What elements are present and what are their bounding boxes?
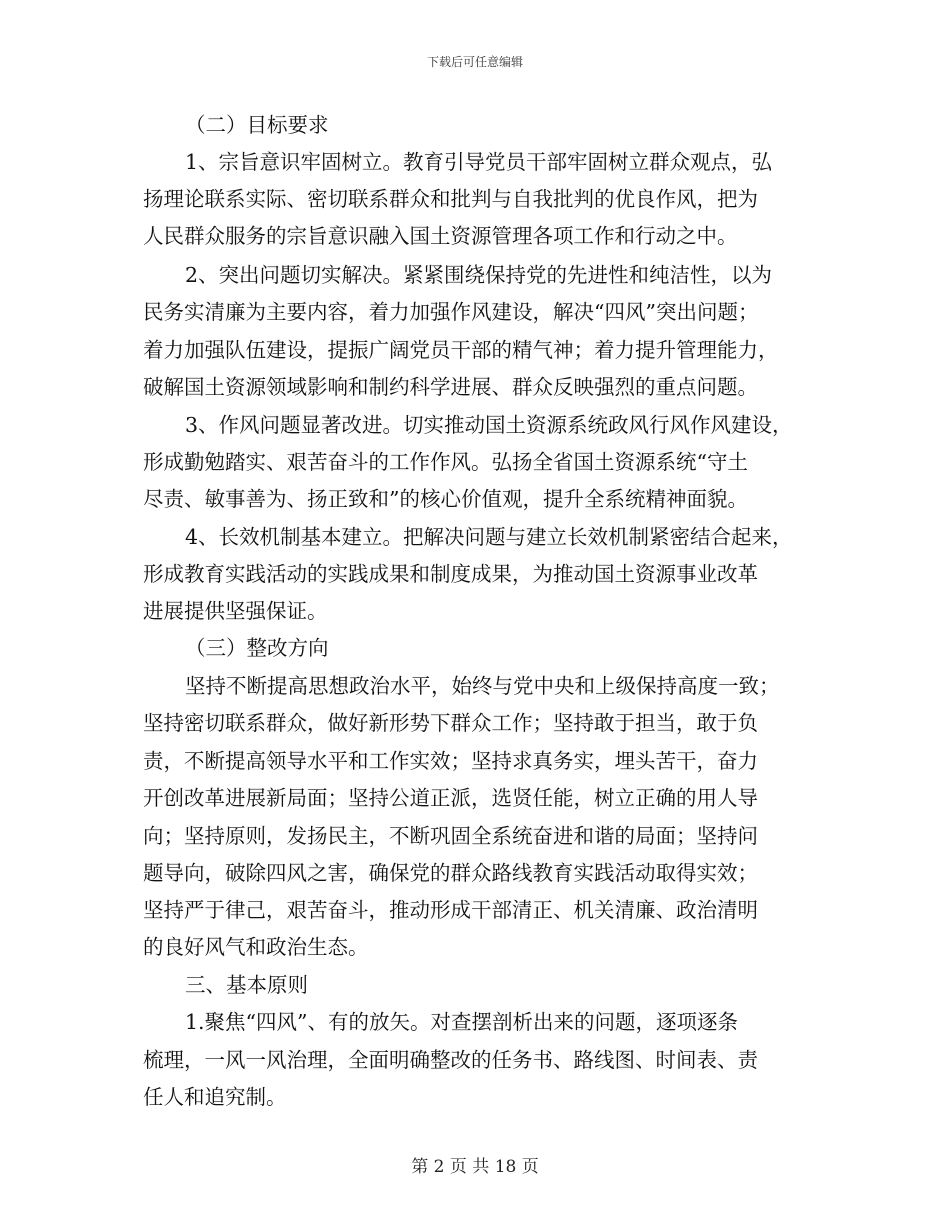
paragraph-line: 向；坚持原则，发扬民主，不断巩固全系统奋进和谐的局面；坚持问 (143, 824, 758, 848)
paragraph-line: 进展提供坚强保证。 (143, 599, 328, 623)
page-header: 下载后可任意编辑 (426, 55, 523, 69)
paragraph-line: 民务实清廉为主要内容，着力加强作风建设，解决“四风”突出问题； (143, 300, 759, 324)
paragraph-line: 3、作风问题显著改进。切实推动国土资源系统政风行风作风建设， (185, 413, 793, 437)
paragraph-line: 4、长效机制基本建立。把解决问题与建立长效机制紧密结合起来， (185, 525, 793, 549)
paragraph-line: 尽责、敏事善为、扬正致和”的核心价值观，提升全系统精神面貌。 (143, 487, 748, 511)
paragraph-line: 1、宗旨意识牢固树立。教育引导党员干部牢固树立群众观点，弘 (185, 150, 773, 174)
paragraph-line: 的良好风气和政治生态。 (143, 935, 369, 959)
paragraph-line: 坚持密切联系群众，做好新形势下群众工作；坚持敢于担当，敢于负 (143, 711, 758, 735)
paragraph-line: 2、突出问题切实解决。紧紧围绕保持党的先进性和纯洁性，以为 (185, 263, 773, 287)
section-heading: 三、基本原则 (185, 973, 308, 997)
page-footer: 第 2 页 共 18 页 (411, 1157, 539, 1177)
paragraph-line: 形成勤勉踏实、艰苦奋斗的工作作风。弘扬全省国土资源系统“守土 (143, 450, 748, 474)
paragraph-line: 扬理论联系实际、密切联系群众和批判与自我批判的优良作风，把为 (143, 187, 758, 211)
paragraph-line: 坚持严于律己，艰苦奋斗，推动形成干部清正、机关清廉、政治清明 (143, 898, 758, 922)
paragraph-line: 1.聚焦“四风”、有的放矢。对查摆剖析出来的问题，逐项逐条 (185, 1010, 739, 1034)
paragraph-line: 责，不断提高领导水平和工作实效；坚持求真务实，埋头苦干，奋力 (143, 749, 758, 773)
section-heading: （二）目标要求 (185, 113, 329, 137)
paragraph-line: 着力加强队伍建设，提振广阔党员干部的精气神；着力提升管理能力， (143, 338, 779, 362)
paragraph-line: 开创改革进展新局面；坚持公道正派，选贤任能，树立正确的用人导 (143, 786, 758, 810)
paragraph-line: 人民群众服务的宗旨意识融入国土资源管理各项工作和行动之中。 (143, 224, 738, 248)
paragraph-line: 题导向，破除四风之害，确保党的群众路线教育实践活动取得实效； (143, 861, 758, 885)
paragraph-line: 坚持不断提高思想政治水平，始终与党中央和上级保持高度一致； (185, 674, 780, 698)
paragraph-line: 形成教育实践活动的实践成果和制度成果，为推动国土资源事业改革 (143, 562, 758, 586)
paragraph-line: 破解国土资源领域影响和制约科学进展、群众反映强烈的重点问题。 (143, 375, 758, 399)
paragraph-line: 梳理，一风一风治理，全面明确整改的任务书、路线图、时间表、责 (143, 1048, 758, 1072)
section-heading: （三）整改方向 (185, 636, 329, 660)
paragraph-line: 任人和追究制。 (143, 1085, 287, 1109)
